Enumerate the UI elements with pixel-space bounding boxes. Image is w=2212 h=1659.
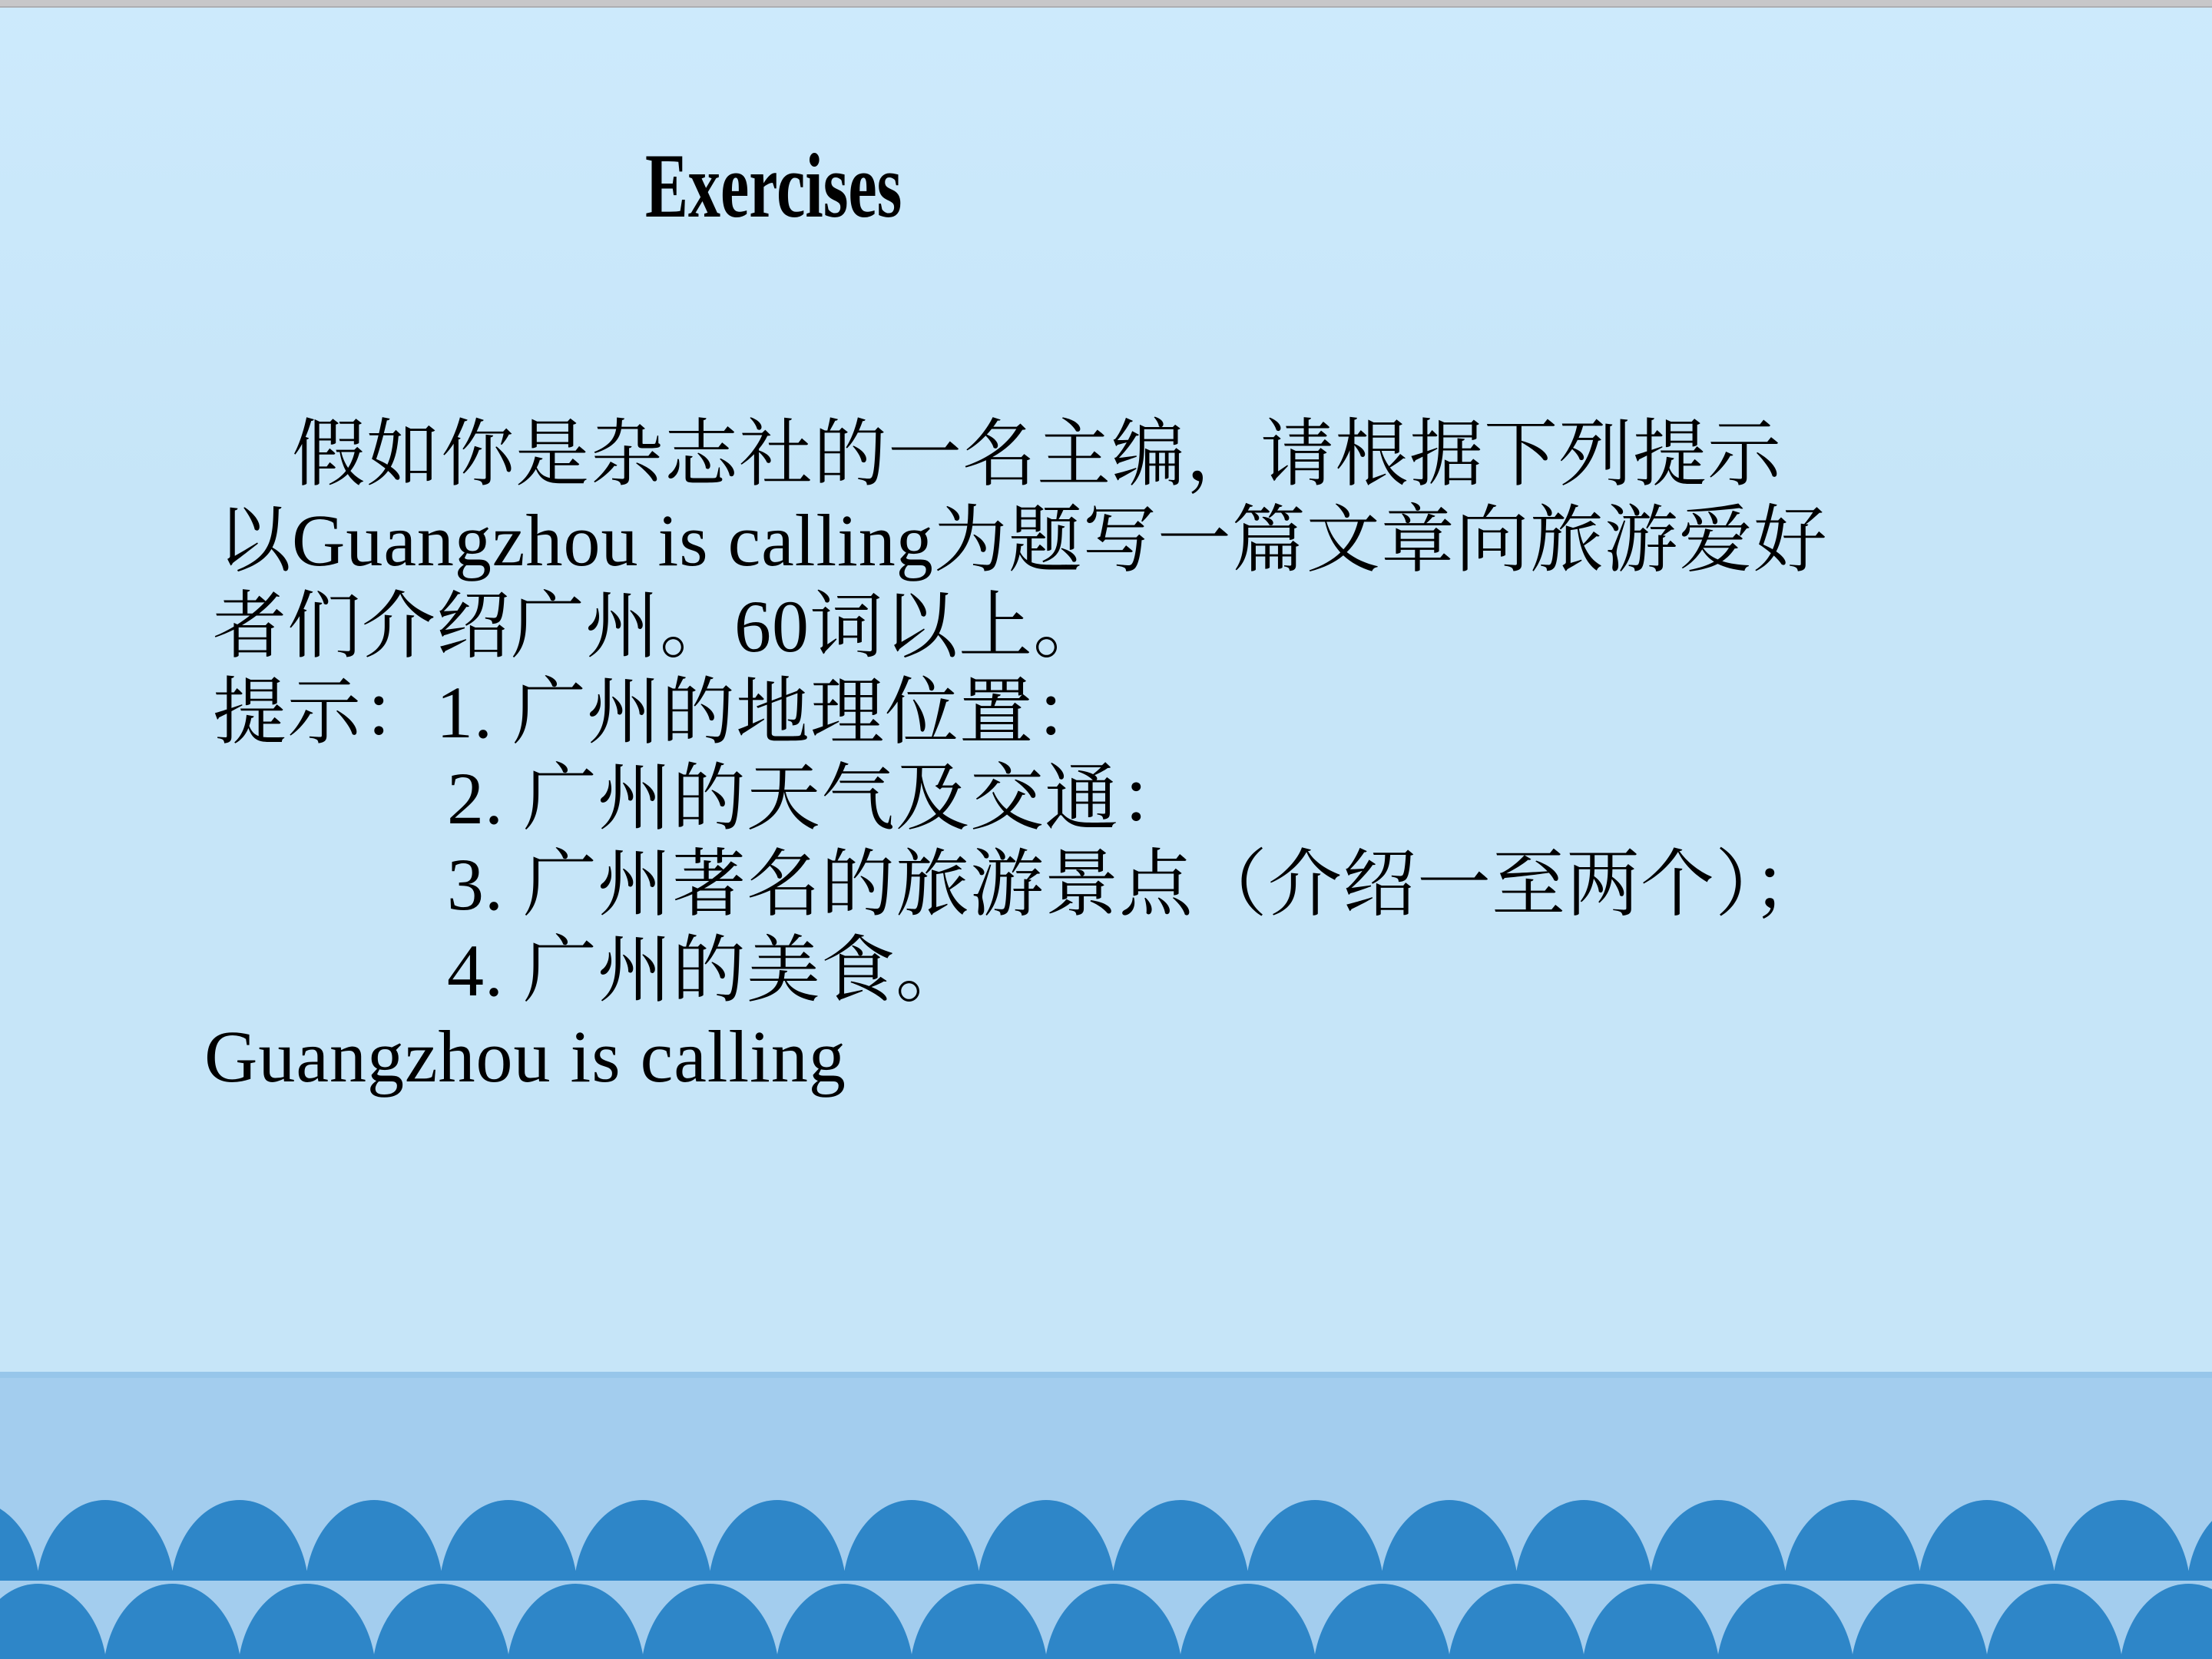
body-line: 4. 广州的美食。 — [447, 929, 970, 1012]
body-line: 以Guangzhou is calling为题写一篇文章向旅游爱好 — [217, 499, 1828, 581]
wave-band-edge — [0, 1372, 2212, 1378]
window-top-bar — [0, 0, 2212, 8]
body-line: 假如你是杂志社的一名主编，请根据下列提示 — [292, 413, 1782, 495]
body-line: 2. 广州的天气及交通： — [447, 757, 1194, 839]
body-line: 3. 广州著名的旅游景点（介绍一至两个）； — [447, 843, 1827, 926]
wave-decoration — [0, 1372, 2212, 1659]
body-line: Guangzhou is calling — [204, 1015, 846, 1098]
body-line: 者们介绍广州。60词以上。 — [213, 585, 1108, 667]
body-line: 提示：1. 广州的地理位置： — [213, 671, 1108, 753]
slide-title: Exercises — [645, 134, 902, 237]
